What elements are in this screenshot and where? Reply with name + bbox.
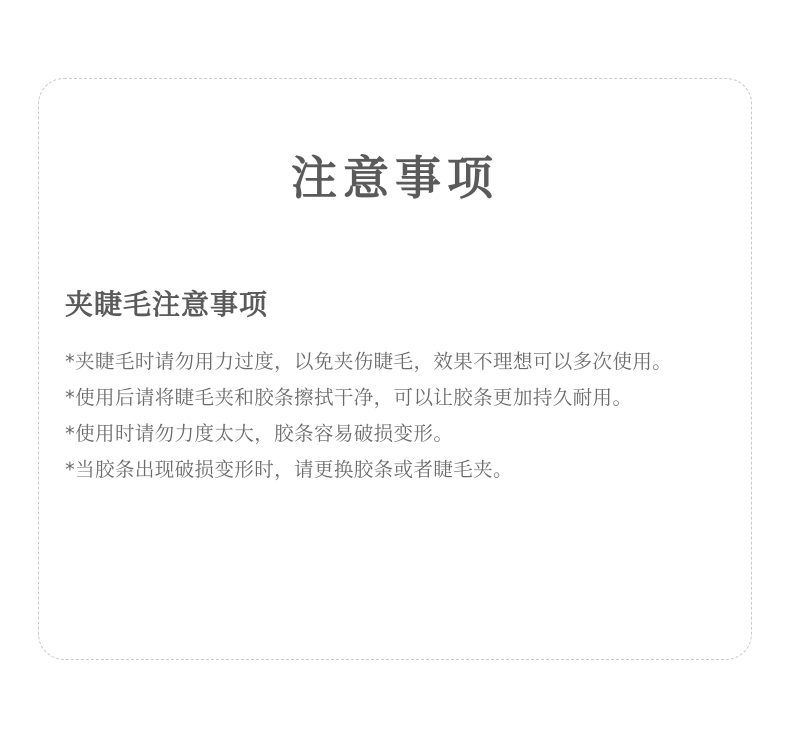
list-item: *夹睫毛时请勿用力过度，以免夹伤睫毛，效果不理想可以多次使用。 <box>65 349 673 373</box>
notice-card <box>38 78 752 660</box>
section-heading: 夹睫毛注意事项 <box>65 288 269 322</box>
notice-list <box>39 322 751 488</box>
list-item: *使用后请将睫毛夹和胶条擦拭干净，可以让胶条更加持久耐用。 <box>65 385 633 409</box>
list-item: *使用时请勿力度太大，胶条容易破损变形。 <box>65 421 454 445</box>
page-title: 注意事项 <box>291 151 499 205</box>
list-item: *当胶条出现破损变形时，请更换胶条或者睫毛夹。 <box>65 457 513 481</box>
